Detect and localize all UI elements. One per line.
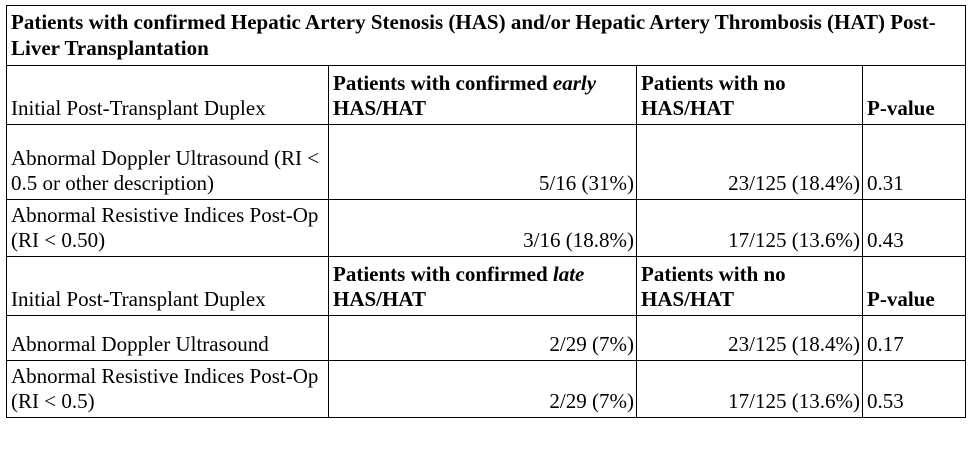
table-title-row (7, 6, 966, 66)
early-header-suffix: HAS/HAT (333, 96, 426, 120)
early-header-prefix: Patients with confirmed (333, 71, 553, 95)
late-header-duplex: Initial Post-Transplant Duplex (7, 257, 329, 316)
late-header-italic: late (552, 262, 585, 286)
late-header-prefix: Patients with confirmed (333, 262, 553, 286)
table-row (7, 125, 966, 200)
table-row (7, 316, 966, 361)
cell-no-has-hat: 23/125 (18.4%) (637, 316, 863, 361)
row-label: Abnormal Resistive Indices Post-Op (RI < 0.50) (7, 200, 329, 257)
early-header-row (7, 66, 966, 125)
table-row (7, 361, 966, 418)
late-header-row (7, 257, 966, 316)
late-header-confirmed (329, 257, 637, 316)
late-header-suffix: HAS/HAT (333, 287, 426, 311)
early-header-no-has-hat: Patients with no HAS/HAT (637, 66, 863, 125)
early-header-confirmed (329, 66, 637, 125)
cell-p-value: 0.17 (863, 316, 966, 361)
has-hat-table (6, 5, 966, 418)
table-container (6, 5, 965, 418)
cell-no-has-hat: 17/125 (13.6%) (637, 200, 863, 257)
table-row (7, 200, 966, 257)
cell-p-value: 0.43 (863, 200, 966, 257)
late-header-no-has-hat: Patients with no HAS/HAT (637, 257, 863, 316)
cell-has-hat: 3/16 (18.8%) (329, 200, 637, 257)
early-header-duplex: Initial Post-Transplant Duplex (7, 66, 329, 125)
cell-no-has-hat: 23/125 (18.4%) (637, 125, 863, 200)
row-label: Abnormal Doppler Ultrasound (7, 316, 329, 361)
late-header-p-value: P-value (863, 257, 966, 316)
row-label: Abnormal Resistive Indices Post-Op (RI < 0.5) (7, 361, 329, 418)
table-title: Patients with confirmed Hepatic Artery Stenosis (HAS) and/or Hepatic Artery Thrombosis (HAT) Post-Liver Transplantation (7, 6, 966, 66)
cell-has-hat: 5/16 (31%) (329, 125, 637, 200)
cell-p-value: 0.53 (863, 361, 966, 418)
row-label: Abnormal Doppler Ultrasound (RI < 0.5 or other description) (7, 125, 329, 200)
cell-has-hat: 2/29 (7%) (329, 361, 637, 418)
cell-p-value: 0.31 (863, 125, 966, 200)
early-header-italic: early (552, 71, 597, 95)
early-header-p-value: P-value (863, 66, 966, 125)
cell-has-hat: 2/29 (7%) (329, 316, 637, 361)
cell-no-has-hat: 17/125 (13.6%) (637, 361, 863, 418)
